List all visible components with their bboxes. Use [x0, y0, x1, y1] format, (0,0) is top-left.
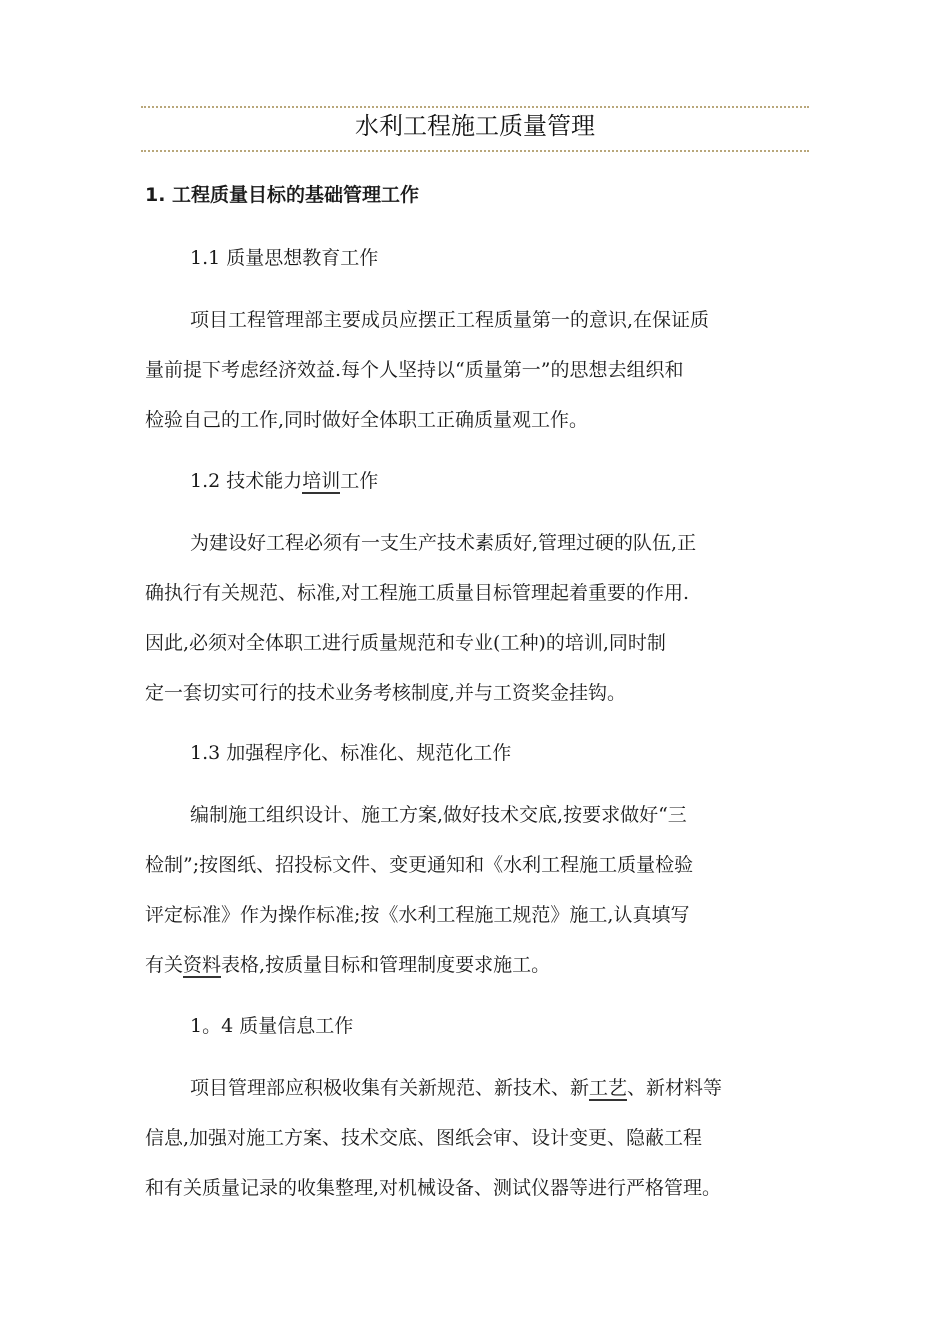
paragraph-line: 项目工程管理部主要成员应摆正工程质量第一的意识,在保证质 [190, 309, 710, 331]
paragraph-line: 为建设好工程必须有一支生产技术素质好,管理过硬的队伍,正 [190, 532, 697, 554]
heading-text: 1.2 技术能力 [190, 470, 303, 492]
section-heading: 1. 工程质量目标的基础管理工作 [145, 184, 420, 206]
subsection-heading-1-4: 1。4 质量信息工作 [190, 1015, 354, 1037]
heading-text: 工作 [340, 470, 379, 492]
paragraph-line: 因此,必须对全体职工进行质量规范和专业(工种)的培训,同时制 [145, 632, 666, 654]
line-text: 表格,按质量目标和管理制度要求施工。 [221, 954, 551, 976]
title-band [141, 106, 809, 152]
underlined-term: 资料 [183, 954, 222, 976]
line-text: 有关 [145, 954, 184, 976]
title-top-rule [141, 106, 809, 108]
paragraph-line: 评定标准》作为操作标准;按《水利工程施工规范》施工,认真填写 [145, 904, 690, 926]
paragraph-line: 信息,加强对施工方案、技术交底、图纸会审、设计变更、隐蔽工程 [145, 1127, 703, 1149]
line-text: 项目管理部应积极收集有关新规范、新技术、新 [190, 1077, 590, 1099]
paragraph-line: 检验自己的工作,同时做好全体职工正确质量观工作。 [145, 409, 589, 431]
paragraph-line: 检制”;按图纸、招投标文件、变更通知和《水利工程施工质量检验 [145, 854, 694, 876]
paragraph-line: 量前提下考虑经济效益.每个人坚持以“质量第一”的思想去组织和 [145, 359, 684, 381]
line-text: 、新材料等 [627, 1077, 723, 1099]
underlined-term: 培训 [302, 470, 341, 492]
title-bottom-rule [141, 150, 809, 152]
subsection-heading-1-1: 1.1 质量思想教育工作 [190, 247, 379, 269]
paragraph-line: 定一套切实可行的技术业务考核制度,并与工资奖金挂钩。 [145, 682, 627, 704]
underlined-term: 工艺 [589, 1077, 628, 1099]
paragraph-line: 和有关质量记录的收集整理,对机械设备、测试仪器等进行严格管理。 [145, 1177, 722, 1199]
paragraph-line: 编制施工组织设计、施工方案,做好技术交底,按要求做好“三 [190, 804, 687, 826]
paragraph-line [190, 1073, 722, 1103]
subsection-heading-1-3: 1.3 加强程序化、标准化、规范化工作 [190, 742, 512, 764]
paragraph-line: 确执行有关规范、标准,对工程施工质量目标管理起着重要的作用. [145, 582, 690, 604]
subsection-heading-1-2 [190, 466, 378, 496]
document-title: 水利工程施工质量管理 [355, 112, 595, 140]
paragraph-line [145, 950, 550, 980]
